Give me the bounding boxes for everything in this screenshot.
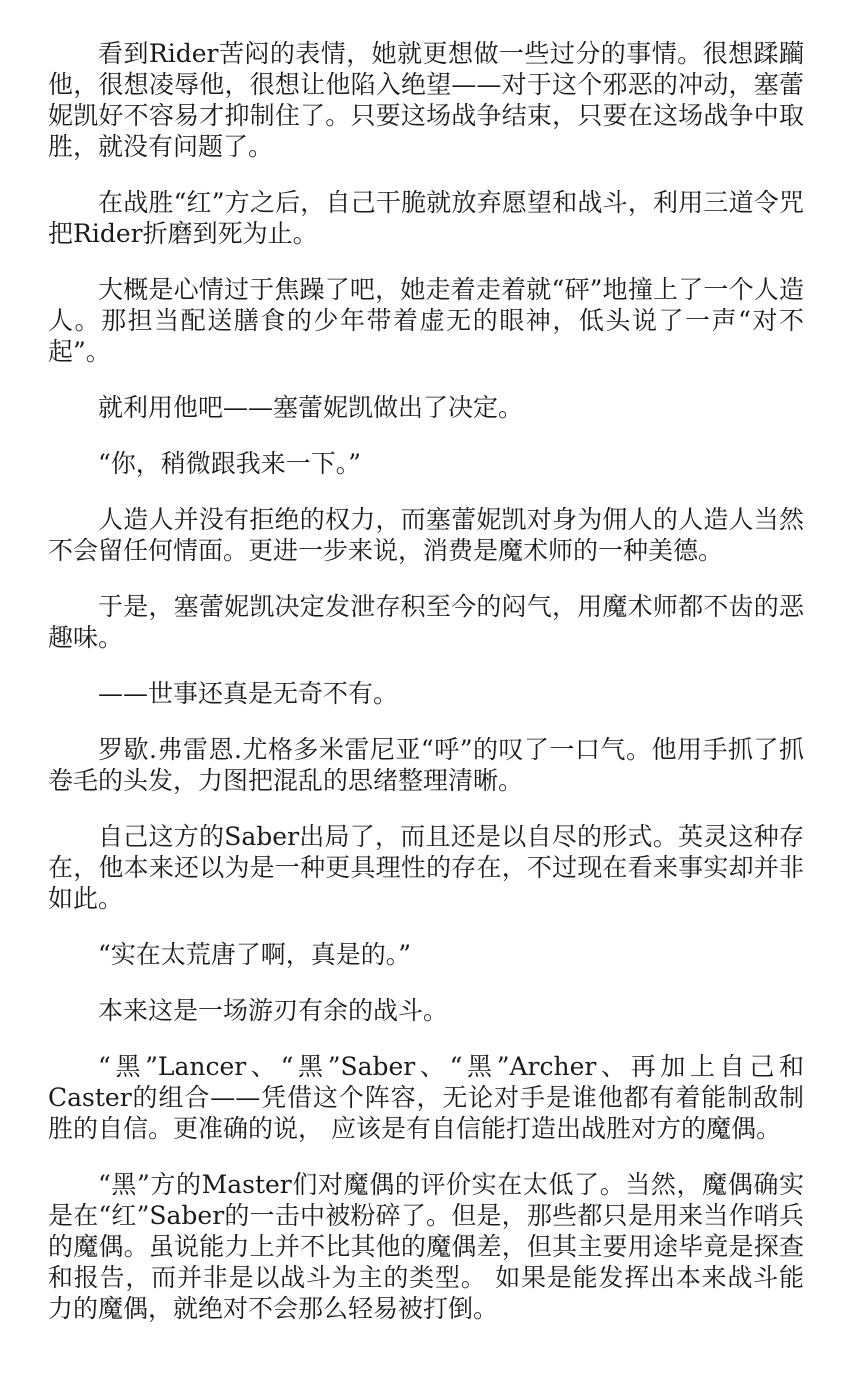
document-page	[48, 38, 804, 1324]
paragraph: 看到Rider苦闷的表情，她就更想做一些过分的事情。很想蹂躏他，很想凌辱他，很想让他陷入绝望——对于这个邪恶的冲动，塞蕾妮凯好不容易才抑制住了。只要这场战争结束，只要在这场战争中取胜，就没有问题了。	[48, 39, 804, 161]
paragraph: 大概是心情过于焦躁了吧，她走着走着就“砰”地撞上了一个人造人。那担当配送膳食的少年带着虚无的眼神，低头说了一声“对不起”。	[48, 275, 804, 366]
paragraph: “黑”方的Master们对魔偶的评价实在太低了。当然，魔偶确实是在“红”Saber的一击中被粉碎了。但是，那些都只是用来当作哨兵的魔偶。虽说能力上并不比其他的魔偶差，但其主要用途毕竟是探查和报告，而并非是以战斗为主的类型。 如果是能发挥出本来战斗能力的魔偶，就绝对不会那么轻易被打倒。	[48, 1170, 804, 1323]
paragraph: 人造人并没有拒绝的权力，而塞蕾妮凯对身为佣人的人造人当然不会留任何情面。更进一步来说，消费是魔术师的一种美德。	[48, 505, 804, 565]
paragraph: 在战胜“红”方之后，自己干脆就放弃愿望和战斗，利用三道令咒把Rider折磨到死为止。	[48, 188, 804, 248]
paragraph: 本来这是一场游刃有余的战斗。	[98, 996, 449, 1025]
paragraph: 于是，塞蕾妮凯决定发泄存积至今的闷气，用魔术师都不齿的恶趣味。	[48, 592, 804, 652]
paragraph: 罗歇.弗雷恩.尤格多米雷尼亚“呼”的叹了一口气。他用手抓了抓卷毛的头发，力图把混乱的思绪整理清晰。	[48, 735, 804, 795]
paragraph: 就利用他吧——塞蕾妮凯做出了决定。	[98, 393, 524, 422]
paragraph: ——世事还真是无奇不有。	[98, 679, 399, 708]
paragraph: “实在太荒唐了啊，真是的。”	[98, 940, 412, 969]
paragraph: 自己这方的Saber出局了，而且还是以自尽的形式。英灵这种存在，他本来还以为是一种更具理性的存在，不过现在看来事实却并非如此。	[48, 822, 804, 913]
paragraph: “黑”Lancer、“黑”Saber、“黑”Archer、再加上自己和Caster的组合——凭借这个阵容，无论对手是谁他都有着能制敌制胜的自信。更准确的说， 应该是有自信能打造出战胜对方的魔偶。	[48, 1052, 804, 1143]
paragraph: “你，稍微跟我来一下。”	[98, 449, 362, 478]
